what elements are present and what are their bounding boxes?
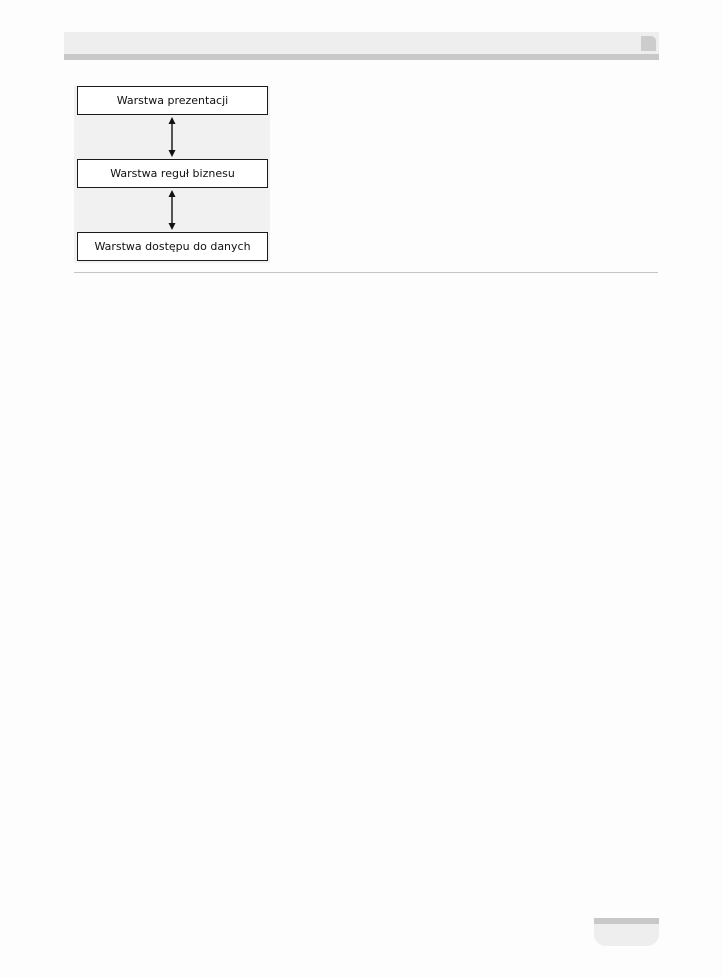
header-corner-tab: [641, 36, 656, 51]
business-rules-layer-box: [77, 159, 268, 188]
business-rules-layer-label: Warstwa reguł biznesu: [110, 167, 235, 180]
data-access-layer-label: Warstwa dostępu do danych: [94, 240, 251, 253]
double-arrow-icon: [164, 190, 180, 230]
presentation-layer-label: Warstwa prezentacji: [116, 94, 229, 107]
data-access-layer-box: [77, 232, 268, 261]
section-divider: [74, 272, 658, 273]
double-arrow-icon: [164, 117, 180, 157]
page-header-underline: [64, 54, 659, 60]
presentation-layer-box: [77, 86, 268, 115]
footer-page-tab: [594, 924, 659, 946]
page-header-bar: [64, 32, 659, 54]
